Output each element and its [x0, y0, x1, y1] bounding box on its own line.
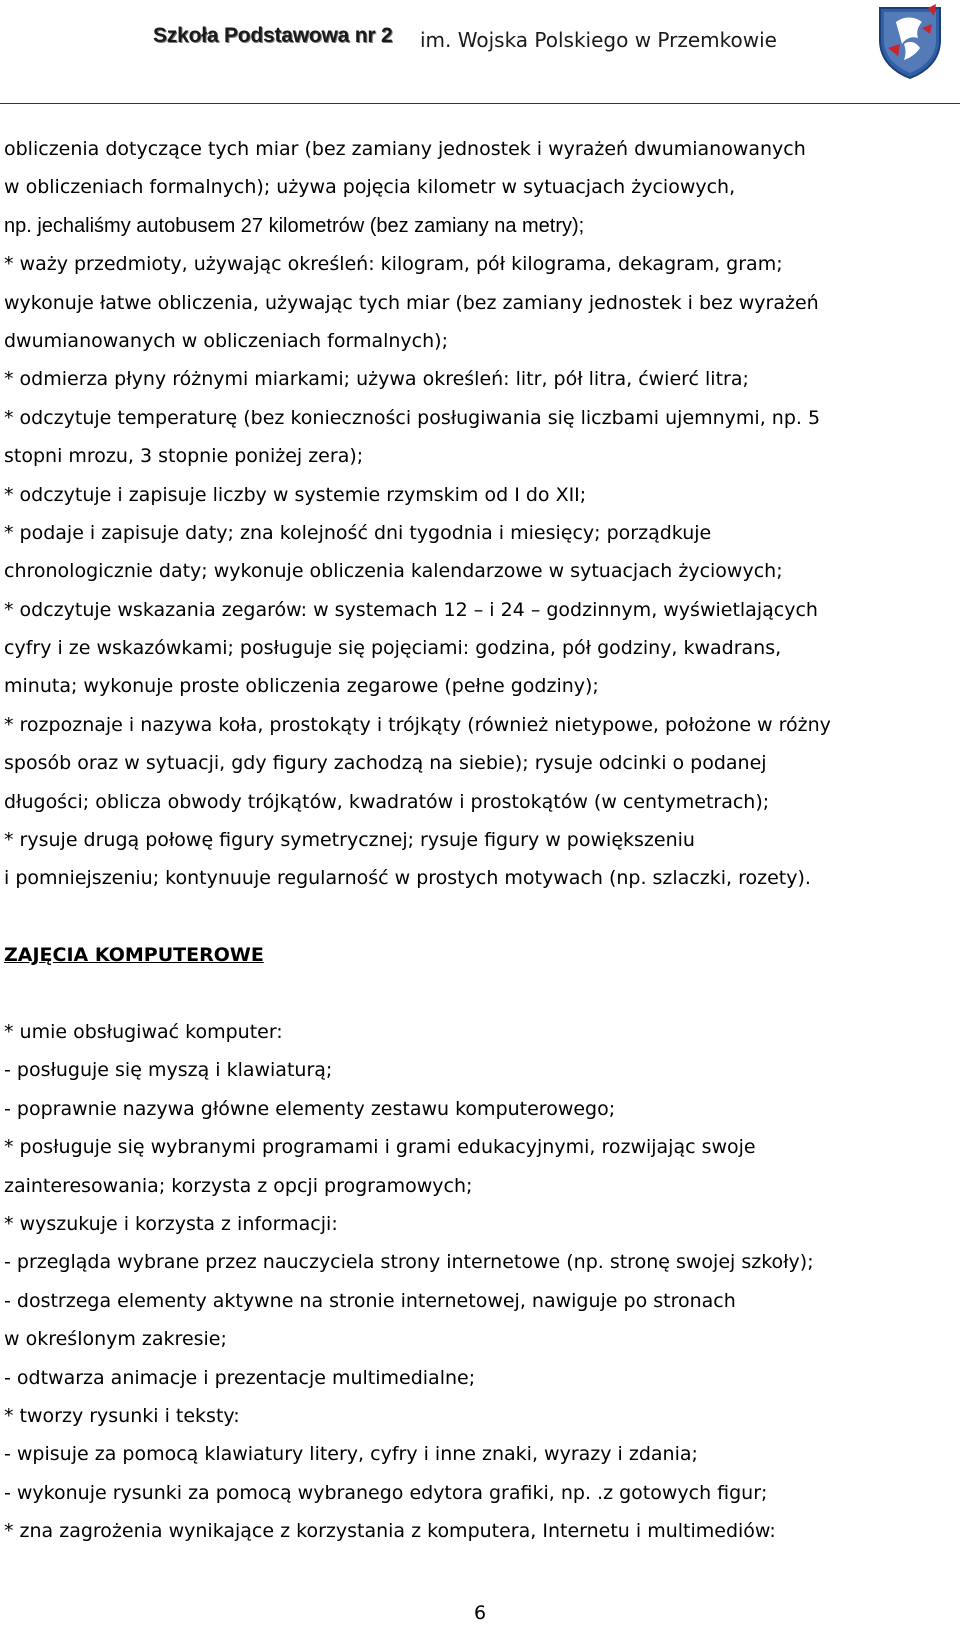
- text-line: - dostrzega elementy aktywne na stronie internetowej, nawiguje po stronach: [4, 1289, 736, 1312]
- text-line: - przegląda wybrane przez nauczyciela strony internetowe (np. stronę swojej szkoły);: [4, 1251, 814, 1274]
- text-line: * posługuje się wybranymi programami i grami edukacyjnymi, rozwijając swoje: [4, 1136, 756, 1159]
- text-line: * zna zagrożenia wynikające z korzystania z komputera, Internetu i multimediów:: [4, 1520, 776, 1543]
- school-patron: im. Wojska Polskiego w Przemkowie: [420, 28, 777, 52]
- text-line: wykonuje łatwe obliczenia, używając tych miar (bez zamiany jednostek i bez wyrażeń: [4, 291, 819, 314]
- text-line: * waży przedmioty, używając określeń: kilogram, pół kilograma, dekagram, gram;: [4, 253, 783, 276]
- section-title: ZAJĘCIA KOMPUTEROWE: [4, 944, 264, 967]
- text-line: * odczytuje i zapisuje liczby w systemie rzymskim od I do XII;: [4, 483, 587, 506]
- section-spacer: [4, 898, 954, 936]
- text-line: np. jechaliśmy autobusem 27 kilometrów (bez zamiany na metry);: [4, 214, 585, 237]
- text-line: długości; oblicza obwody trójkątów, kwadratów i prostokątów (w centymetrach);: [4, 790, 770, 813]
- text-line: - odtwarza animacje i prezentacje multimedialne;: [4, 1366, 476, 1389]
- text-line: * rozpoznaje i nazywa koła, prostokąty i trójkąty (również nietypowe, położone w różny: [4, 713, 831, 736]
- page-number: 6: [473, 1602, 487, 1624]
- computer-requirements: [4, 1013, 954, 1550]
- section-spacer: [4, 975, 954, 1013]
- text-line: * tworzy rysunki i teksty:: [4, 1404, 240, 1427]
- school-crest-icon: [870, 4, 950, 80]
- text-line: chronologicznie daty; wykonuje obliczenia kalendarzowe w sytuacjach życiowych;: [4, 560, 783, 583]
- text-line: * wyszukuje i korzysta z informacji:: [4, 1212, 338, 1235]
- text-line: sposób oraz w sytuacji, gdy figury zachodzą na siebie); rysuje odcinki o podanej: [4, 752, 767, 775]
- text-line: * odczytuje wskazania zegarów: w systemach 12 – i 24 – godzinnym, wyświetlających: [4, 598, 818, 621]
- text-line: - posługuje się myszą i klawiaturą;: [4, 1059, 333, 1082]
- text-line: * umie obsługiwać komputer:: [4, 1020, 283, 1043]
- header-divider: [0, 103, 960, 104]
- page-header: [0, 0, 960, 104]
- text-line: - wpisuje za pomocą klawiatury litery, cyfry i inne znaki, wyrazy i zdania;: [4, 1443, 698, 1466]
- text-line: * odmierza płyny różnymi miarkami; używa określeń: litr, pół litra, ćwierć litra;: [4, 368, 749, 391]
- document-body: [4, 130, 954, 1550]
- text-line: i pomniejszeniu; kontynuuje regularność w prostych motywach (np. szlaczki, rozety).: [4, 867, 811, 890]
- math-requirements: [4, 130, 954, 898]
- text-line: * podaje i zapisuje daty; zna kolejność dni tygodnia i miesięcy; porządkuje: [4, 521, 712, 544]
- text-line: obliczenia dotyczące tych miar (bez zamiany jednostek i wyrażeń dwumianowanych: [4, 138, 806, 160]
- text-line: * rysuje drugą połowę figury symetrycznej; rysuje figury w powiększeniu: [4, 829, 695, 852]
- text-line: dwumianowanych w obliczeniach formalnych);: [4, 329, 448, 352]
- text-line: w określonym zakresie;: [4, 1328, 227, 1351]
- text-line: - poprawnie nazywa główne elementy zestawu komputerowego;: [4, 1097, 616, 1120]
- text-line: minuta; wykonuje proste obliczenia zegarowe (pełne godziny);: [4, 675, 599, 698]
- text-line: w obliczeniach formalnych); używa pojęcia kilometr w sytuacjach życiowych,: [4, 176, 736, 199]
- text-line: cyfry i ze wskazówkami; posługuje się pojęciami: godzina, pół godziny, kwadrans,: [4, 637, 782, 660]
- school-name: Szkoła Podstawowa nr 2: [153, 24, 393, 47]
- text-line: stopni mrozu, 3 stopnie poniżej zera);: [4, 445, 364, 468]
- text-line: zainteresowania; korzysta z opcji programowych;: [4, 1174, 473, 1197]
- text-line: * odczytuje temperaturę (bez konieczności posługiwania się liczbami ujemnymi, np. 5: [4, 406, 821, 429]
- text-line: - wykonuje rysunki za pomocą wybranego edytora grafiki, np. .z gotowych figur;: [4, 1481, 768, 1504]
